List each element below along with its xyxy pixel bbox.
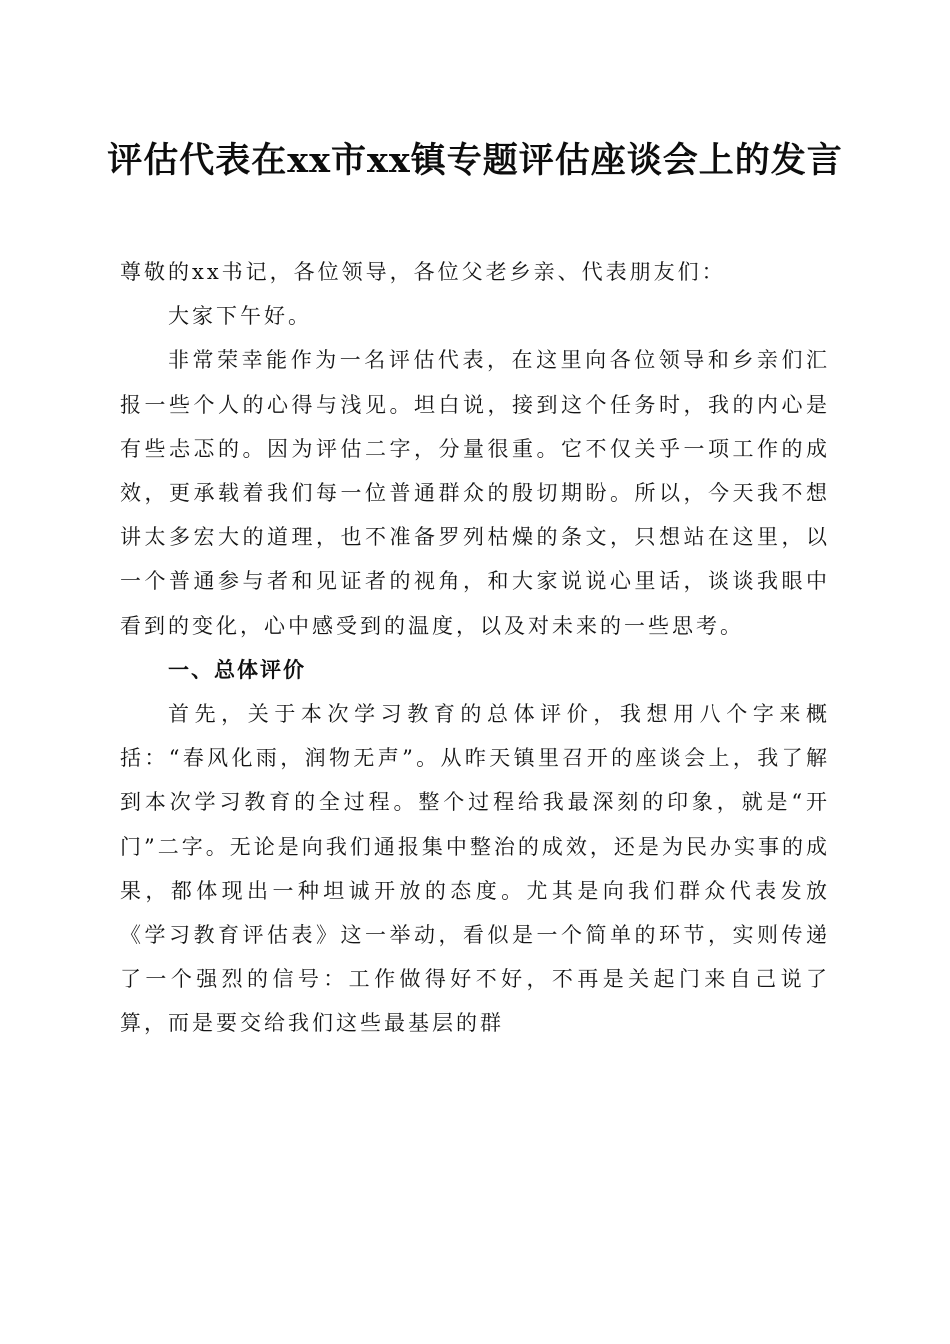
greeting: 大家下午好。	[168, 304, 312, 329]
intro-paragraph: 非常荣幸能作为一名评估代表，在这里向各位领导和乡亲们汇报一些个人的心得与浅见。坦白说，接到这个任务时，我的内心是有些忐忑的。因为评估二字，分量很重。它不仅关乎一项工作的成效，更承载着我们每一位普通群众的殷切期盼。所以，今天我不想讲太多宏大的道理，也不准备罗列枯燥的条文，只想站在这里，以一个普通参与者和见证者的视角，和大家说说心里话，谈谈我眼中看到的变化，心中感受到的温度，以及对未来的一些思考。	[120, 348, 830, 638]
section-heading: 一、总体评价	[168, 657, 306, 682]
salutation: 尊敬的xx书记，各位领导，各位父老乡亲、代表朋友们：	[120, 260, 726, 284]
section-paragraph: 首先，关于本次学习教育的总体评价，我想用八个字来概括：“春风化雨，润物无声”。从昨天镇里召开的座谈会上，我了解到本次学习教育的全过程。整个过程给我最深刻的印象，就是“开门”二字。无论是向我们通报集中整治的成效，还是为民办实事的成果，都体现出一种坦诚开放的态度。尤其是向我们群众代表发放《学习教育评估表》这一举动，看似是一个简单的环节，实则传递了一个强烈的信号：工作做得好不好，不再是关起门来自己说了算，而是要交给我们这些最基层的群	[120, 702, 830, 1036]
document-body	[120, 250, 830, 1046]
document-title: 评估代表在xx市xx镇专题评估座谈会上的发言	[107, 140, 843, 181]
